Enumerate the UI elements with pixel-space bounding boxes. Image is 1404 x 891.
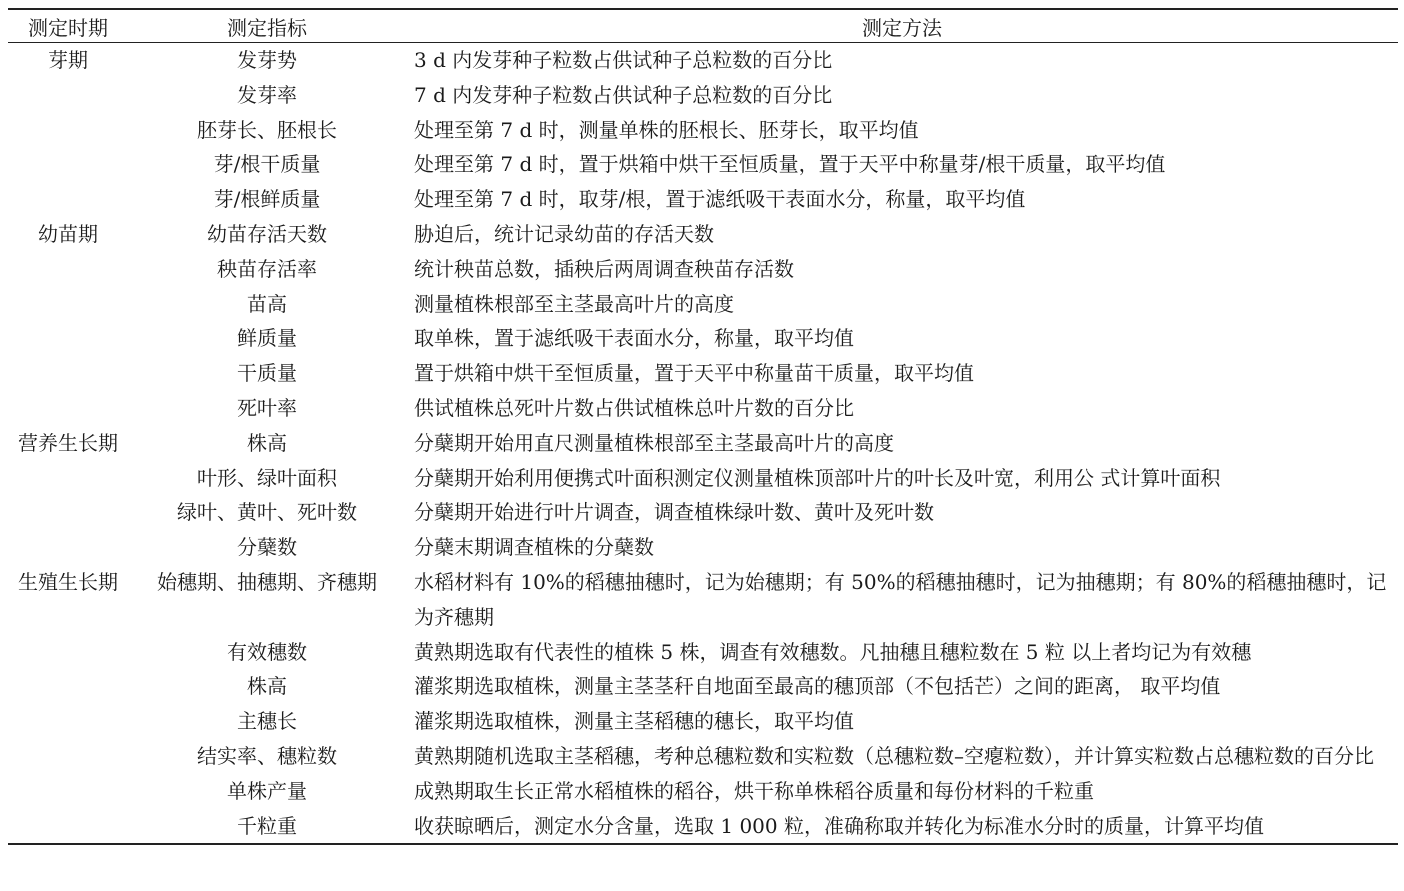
measurement-table-container <box>8 8 1398 845</box>
method-cell: 黄熟期选取有代表性的植株 5 株，调查有效穗数。凡抽穗且穗粒数在 5 粒 以上者均记为有效穗 <box>414 639 1252 664</box>
indicator-cell: 芽/根鲜质量 <box>213 187 321 212</box>
period-cell <box>8 287 128 322</box>
period-cell <box>8 182 128 217</box>
table-row <box>8 217 1398 252</box>
method-cell: 灌浆期选取植株，测量主茎茎秆自地面至最高的穗顶部（不包括芒）之间的距离， 取平均值 <box>414 674 1221 699</box>
method-cell: 黄熟期随机选取主茎稻穗，考种总穗粒数和实粒数（总穗粒数–空瘪粒数），并计算实粒数占总穗粒数的百分比 <box>414 743 1374 768</box>
indicator-cell: 有效穗数 <box>227 639 307 664</box>
method-cell: 水稻材料有 10%的稻穗抽穗时，记为始穗期；有 50%的稻穗抽穗时，记为抽穗期；有 80%的稻穗抽穗时，记为齐穗期 <box>414 569 1387 629</box>
period-cell <box>8 391 128 426</box>
table-row <box>8 461 1398 496</box>
table-row <box>8 391 1398 426</box>
period-cell <box>8 321 128 356</box>
method-cell: 置于烘箱中烘干至恒质量，置于天平中称量苗干质量，取平均值 <box>414 361 974 386</box>
method-cell: 分蘖末期调查植株的分蘖数 <box>414 535 654 560</box>
method-cell: 分蘖期开始进行叶片调查，调查植株绿叶数、黄叶及死叶数 <box>414 500 934 525</box>
period-label: 生殖生长期 <box>18 569 118 594</box>
method-cell: 取单株，置于滤纸吸干表面水分，称量，取平均值 <box>414 326 854 351</box>
indicator-cell: 干质量 <box>237 361 297 386</box>
period-cell <box>8 78 128 113</box>
method-cell: 测量植株根部至主茎最高叶片的高度 <box>414 291 734 316</box>
table-row <box>8 287 1398 322</box>
table-row <box>8 530 1398 565</box>
table-row <box>8 704 1398 739</box>
table-row <box>8 78 1398 113</box>
table-row <box>8 147 1398 182</box>
period-label: 营养生长期 <box>18 430 118 455</box>
period-cell <box>8 495 128 530</box>
period-cell <box>8 565 128 635</box>
table-row <box>8 426 1398 461</box>
indicator-cell: 秧苗存活率 <box>217 256 317 281</box>
header-indicator: 测定指标 <box>227 15 307 40</box>
period-cell <box>8 530 128 565</box>
indicator-cell: 芽/根干质量 <box>213 152 321 177</box>
indicator-cell: 株高 <box>247 674 287 699</box>
table-row <box>8 113 1398 148</box>
period-cell <box>8 739 128 774</box>
indicator-cell: 幼苗存活天数 <box>207 221 327 246</box>
period-cell <box>8 461 128 496</box>
measurement-table <box>8 8 1398 845</box>
method-cell: 成熟期取生长正常水稻植株的稻谷，烘干称单株稻谷质量和每份材料的千粒重 <box>414 778 1094 803</box>
table-row <box>8 669 1398 704</box>
table-row <box>8 321 1398 356</box>
indicator-cell: 千粒重 <box>128 809 406 845</box>
method-cell: 处理至第 7 d 时，置于烘箱中烘干至恒质量，置于天平中称量芽/根干质量，取平均值 <box>414 152 1166 177</box>
period-cell <box>8 809 128 845</box>
method-cell: 收获晾晒后，测定水分含量，选取 1 000 粒，准确称取并转化为标准水分时的质量，计算平均值 <box>406 809 1398 845</box>
header-method: 测定方法 <box>862 15 942 40</box>
method-cell: 处理至第 7 d 时，测量单株的胚根长、胚芽长，取平均值 <box>414 117 919 142</box>
period-cell <box>8 113 128 148</box>
period-cell <box>8 704 128 739</box>
table-row <box>8 252 1398 287</box>
table-header-row <box>8 9 1398 43</box>
indicator-cell: 胚芽长、胚根长 <box>197 117 337 142</box>
table-row <box>8 565 1398 635</box>
period-cell <box>8 774 128 809</box>
table-row <box>8 495 1398 530</box>
method-cell: 处理至第 7 d 时，取芽/根，置于滤纸吸干表面水分，称量，取平均值 <box>414 187 1026 212</box>
table-row <box>8 635 1398 670</box>
period-cell <box>8 43 128 78</box>
method-cell: 统计秧苗总数，插秧后两周调查秧苗存活数 <box>414 256 794 281</box>
period-cell <box>8 252 128 287</box>
indicator-cell: 叶形、绿叶面积 <box>197 465 337 490</box>
indicator-cell: 主穗长 <box>237 709 297 734</box>
period-label: 幼苗期 <box>38 221 98 246</box>
table-row <box>8 43 1398 78</box>
method-cell: 灌浆期选取植株，测量主茎稻穗的穗长，取平均值 <box>414 709 854 734</box>
indicator-cell: 苗高 <box>247 291 287 316</box>
table-row <box>8 739 1398 774</box>
table-row <box>8 182 1398 217</box>
period-cell <box>8 147 128 182</box>
table-row <box>8 356 1398 391</box>
header-period: 测定时期 <box>28 15 108 40</box>
period-label: 芽期 <box>48 48 88 72</box>
indicator-cell: 绿叶、黄叶、死叶数 <box>177 500 357 525</box>
indicator-cell: 分蘖数 <box>237 535 297 560</box>
period-cell <box>8 635 128 670</box>
indicator-cell: 结实率、穗粒数 <box>197 743 337 768</box>
indicator-cell: 单株产量 <box>227 778 307 803</box>
indicator-cell: 株高 <box>247 430 287 455</box>
method-cell: 分蘖期开始用直尺测量植株根部至主茎最高叶片的高度 <box>414 430 894 455</box>
indicator-cell: 始穗期、抽穗期、齐穗期 <box>157 569 377 594</box>
method-cell: 分蘖期开始利用便携式叶面积测定仪测量植株顶部叶片的叶长及叶宽，利用公 式计算叶面积 <box>414 465 1221 490</box>
period-cell <box>8 217 128 252</box>
method-cell: 3 d 内发芽种子粒数占供试种子总粒数的百分比 <box>414 48 833 72</box>
table-row <box>8 774 1398 809</box>
period-cell <box>8 426 128 461</box>
table-row <box>8 809 1398 845</box>
indicator-cell: 发芽势 <box>237 48 297 72</box>
indicator-cell: 发芽率 <box>237 82 297 107</box>
period-cell <box>8 356 128 391</box>
method-cell: 7 d 内发芽种子粒数占供试种子总粒数的百分比 <box>414 82 833 107</box>
indicator-cell: 鲜质量 <box>237 326 297 351</box>
period-cell <box>8 669 128 704</box>
indicator-cell: 死叶率 <box>237 395 297 420</box>
method-cell: 胁迫后，统计记录幼苗的存活天数 <box>414 221 714 246</box>
method-cell: 供试植株总死叶片数占供试植株总叶片数的百分比 <box>414 395 854 420</box>
